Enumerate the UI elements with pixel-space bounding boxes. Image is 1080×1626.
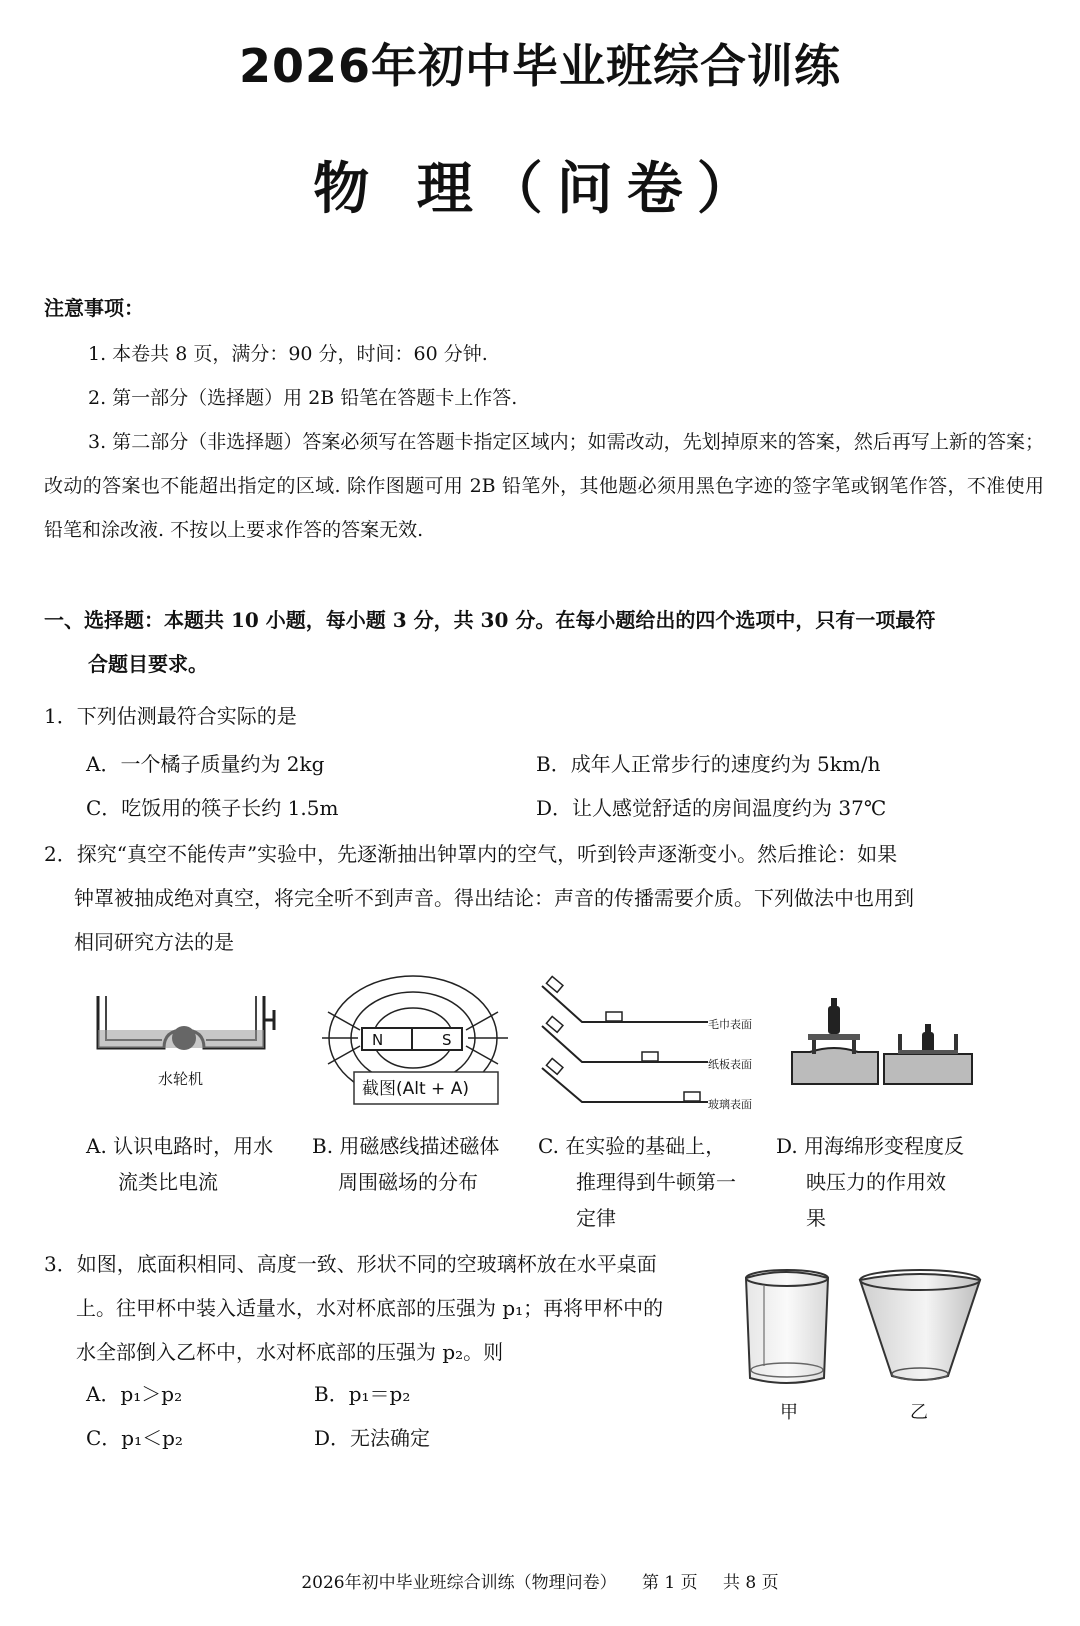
- q3-option-b: B．p₁＝p₂: [314, 1382, 411, 1406]
- q3-stem-line3: 水全部倒入乙杯中，水对杯底部的压强为 p₂。则: [76, 1340, 504, 1364]
- q2-option-d: [776, 1128, 1016, 1236]
- q2-option-c-line2: 推理得到牛顿第一: [576, 1170, 736, 1194]
- q2-option-c-line3: 定律: [576, 1206, 616, 1230]
- notice-item-1: 1. 本卷共 8 页，满分：90 分，时间：60 分钟.: [88, 343, 488, 365]
- q3-option-d: D．无法确定: [314, 1426, 431, 1450]
- q2-option-a-line2: 流类比电流: [118, 1170, 218, 1194]
- q3-option-a: A．p₁＞p₂: [86, 1382, 183, 1406]
- magnet-field-figure: [318, 972, 513, 1112]
- q2-option-d-line3: 果: [806, 1206, 826, 1230]
- q2-option-d-line2: 映压力的作用效: [806, 1170, 946, 1194]
- cardboard-surface-label: 纸板表面: [708, 1058, 752, 1071]
- section-heading: [44, 598, 1044, 686]
- q2-option-b: [312, 1128, 532, 1200]
- cup-yi-label: 乙: [910, 1402, 928, 1423]
- notice-heading: 注意事项：: [44, 296, 144, 320]
- q3-stem-line1: 3．如图，底面积相同、高度一致、形状不同的空玻璃杯放在水平桌面: [44, 1252, 657, 1276]
- notice-item-2: 2. 第一部分（选择题）用 2B 铅笔在答题卡上作答.: [88, 387, 518, 409]
- footer-page-number: 第 1 页: [642, 1573, 698, 1593]
- ramp-surfaces-figure: [538, 972, 758, 1120]
- q2-option-b-line2: 周围磁场的分布: [338, 1170, 478, 1194]
- exam-title: 2026年初中毕业班综合训练: [238, 39, 842, 93]
- magnet-n-label: N: [372, 1031, 384, 1049]
- water-turbine-figure: [92, 990, 292, 1100]
- page-footer: [0, 1568, 1080, 1593]
- q2-option-c-line1: C. 在实验的基础上，: [538, 1134, 726, 1158]
- towel-surface-label: 毛巾表面: [708, 1018, 752, 1031]
- q1-option-a: A．一个橘子质量约为 2kg: [86, 752, 325, 776]
- section-heading-line2: 合题目要求。: [88, 652, 208, 676]
- water-turbine-caption: 水轮机: [158, 1070, 204, 1088]
- q2-option-c: [538, 1128, 768, 1236]
- cup-jia-label: 甲: [780, 1402, 798, 1423]
- turbine-icon: [172, 1026, 196, 1050]
- q2-option-a: [86, 1128, 301, 1200]
- q3-stem-line2: 上。往甲杯中装入适量水，水对杯底部的压强为 p₁；再将甲杯中的: [76, 1296, 664, 1320]
- q1-option-d: D．让人感觉舒适的房间温度约为 37℃: [536, 796, 887, 820]
- cup-yi: [860, 1270, 980, 1380]
- q2-stem-line3: 相同研究方法的是: [74, 930, 234, 954]
- sponge-pressure-figure: [790, 996, 980, 1092]
- footer-title: 2026年初中毕业班综合训练（物理问卷）: [301, 1573, 617, 1593]
- q2-stem-line2: 钟罩被抽成绝对真空，将完全听不到声音。得出结论：声音的传播需要介质。下列做法中也用到: [74, 886, 914, 910]
- q1-option-c: C．吃饭用的筷子长约 1.5m: [86, 796, 339, 820]
- magnet-s-label: S: [442, 1031, 452, 1049]
- section-heading-line1: 一、选择题：本题共 10 小题，每小题 3 分，共 30 分。在每小题给出的四个选项中，只有一项最符: [44, 608, 936, 632]
- q2-option-b-line1: B. 用磁感线描述磁体: [312, 1134, 500, 1158]
- glass-surface-label: 玻璃表面: [708, 1098, 752, 1111]
- q2-option-a-line1: A. 认识电路时，用水: [86, 1134, 274, 1158]
- q3-option-c: C．p₁＜p₂: [86, 1426, 183, 1450]
- exam-subtitle: 物 理（问卷）: [313, 156, 767, 222]
- screenshot-tooltip: 截图(Alt + A): [362, 1079, 469, 1099]
- cup-jia: [746, 1270, 828, 1383]
- q2-option-d-line1: D. 用海绵形变程度反: [776, 1134, 965, 1158]
- q1-stem: 1．下列估测最符合实际的是: [44, 704, 297, 728]
- footer-total-pages: 共 8 页: [723, 1573, 779, 1593]
- notice-item-3: 3. 第二部分（非选择题）答案必须写在答题卡指定区域内；如需改动，先划掉原来的答案，然后再写上新的答案；改动的答案也不能超出指定的区域. 除作图题可用 2B 铅笔外，其他题必须用黑色字迹的签字笔或钢笔作答，不准使用铅笔和涂改液. 不按以上要求作答的答案无效.: [44, 431, 1044, 541]
- q2-stem-line1: 2．探究“真空不能传声”实验中，先逐渐抽出钟罩内的空气，听到铃声逐渐变小。然后推论：如果: [44, 842, 898, 866]
- glass-cups-figure: [736, 1266, 992, 1436]
- q1-option-b: B．成年人正常步行的速度约为 5km/h: [536, 752, 881, 776]
